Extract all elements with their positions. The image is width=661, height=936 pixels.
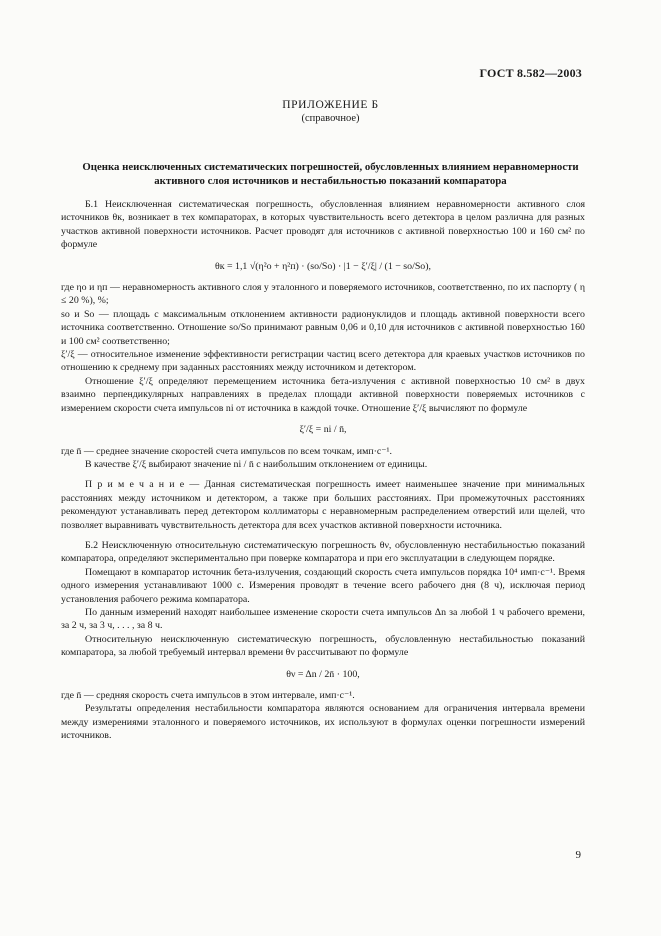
appendix-block [0,98,661,126]
paragraph-b1-intro: Б.1 Неисключенная систематическая погрешность, обусловленная влиянием неравномерности активного слоя источников θк, возникает в тех компараторах, в которых чувствительность всего детектора в целом различна для разных участков активной поверхности источников. Расчет проводят для источников с активной поверхностью 100 и 160 см² по формуле [61,199,585,251]
definition-eta: где ηо и ηп — неравномерность активного слоя у эталонного и поверяемого источников, соответственно, по их паспорту ( η ≤ 20 %), %; [61,282,585,307]
definition-xi: ξ′/ξ — относительное изменение эффективности регистрации частиц всего детектора для краевых участков источников по отношению к среднему при заданных расстояниях между источником и детектором. [61,349,585,374]
definition-area: sо и Sо — площадь с максимальным отклонением активности радионуклидов и площадь активной поверхности всего источника соответственно. Отношение sо/Sо принимают равным 0,06 и 0,10 для источников с активной поверхностью 160 и 100 см² соответственно; [61,308,585,347]
body-text [61,198,585,743]
definition-n-interval: где n̄ — средняя скорость счета импульсов в этом интервале, имп·с⁻¹. [61,690,355,701]
formula-theta-v [61,668,585,681]
appendix-subtitle: (справочное) [301,113,360,124]
definition-n-mean: где n̄ — среднее значение скоростей счета импульсов по всем точкам, имп·с⁻¹. [61,445,392,457]
note-paragraph: П р и м е ч а н и е — Данная систематическая погрешность имеет наименьшее значение при минимальных расстояниях между источником и детектором, а также при больших расстояниях. При промежуточных расстояниях рекомендуют устанавливать перед детектором коллиматоры с неравномерным распределением отверстий или щелей, что позволяет выравнивать чувствительность детектора для всех участков активной поверхности источника. [61,479,585,531]
paragraph-b2-source: Помещают в компаратор источник бета-излучения, создающий скорость счета импульсов порядка 10⁴ имп·с⁻¹. Время одного измерения устанавливают 1000 с. Измерения проводят в течение всего рабочего дня (8 ч), исключая период установления рабочего режима компаратора. [61,566,585,605]
paragraph-choice: В качестве ξ′/ξ выбирают значение ni / n̄ с наибольшим отклонением от единицы. [85,458,428,470]
paragraph-ratio: Отношение ξ′/ξ определяют перемещением источника бета-излучения с активной поверхностью 10 см² в двух взаимно перпендикулярных направлениях в пределах площади активной поверхности поверяемых источников с измерением скорости счета импульсов ni от источника в каждой точке. Отношение ξ′/ξ вычисляют по формуле [61,375,585,414]
formula-xi-ratio-text: ξ′/ξ = ni / n̄, [299,424,347,436]
page-number: 9 [575,849,581,861]
section-heading: Оценка неисключенных систематических погрешностей, обусловленных влиянием неравномерности активного слоя источников и нестабильностью показаний компаратора [82,161,579,187]
paragraph-b2-intro: Б.2 Неисключенную относительную систематическую погрешность θν, обусловленную нестабильностью показаний компаратора, определяют экспериментально при поверке компаратора и при его эксплуатации в следующем порядке. [61,539,585,565]
paragraph-b2-delta: По данным измерений находят наибольшее изменение скорости счета импульсов Δn за любой 1 ч рабочего времени, за 2 ч, за 3 ч, . . . , за 8 ч. [61,606,585,632]
formula-theta-v-text: θν = Δn / 2n̄ · 100, [286,668,360,680]
document-code: ГОСТ 8.582—2003 [479,66,582,80]
paragraph-b2-formula-intro: Относительную неисключенную систематическую погрешность, обусловленную нестабильностью показаний компаратора, за любой требуемый интервал времени θν рассчитывают по формуле [61,633,585,659]
formula-theta-k [61,260,585,273]
appendix-title: ПРИЛОЖЕНИЕ Б [282,99,379,111]
paragraph-final: Результаты определения нестабильности компаратора являются основанием для ограничения интервала времени между измерениями эталонного и поверяемого источников, их используют в формулах оценки погрешности измерений источников. [61,703,585,742]
formula-xi-ratio [61,423,585,436]
formula-theta-k-text: θк = 1,1 √(η²о + η²п) · (sо/Sо) · |1 − ξ′/ξ| / (1 − sо/Sо), [214,260,432,272]
